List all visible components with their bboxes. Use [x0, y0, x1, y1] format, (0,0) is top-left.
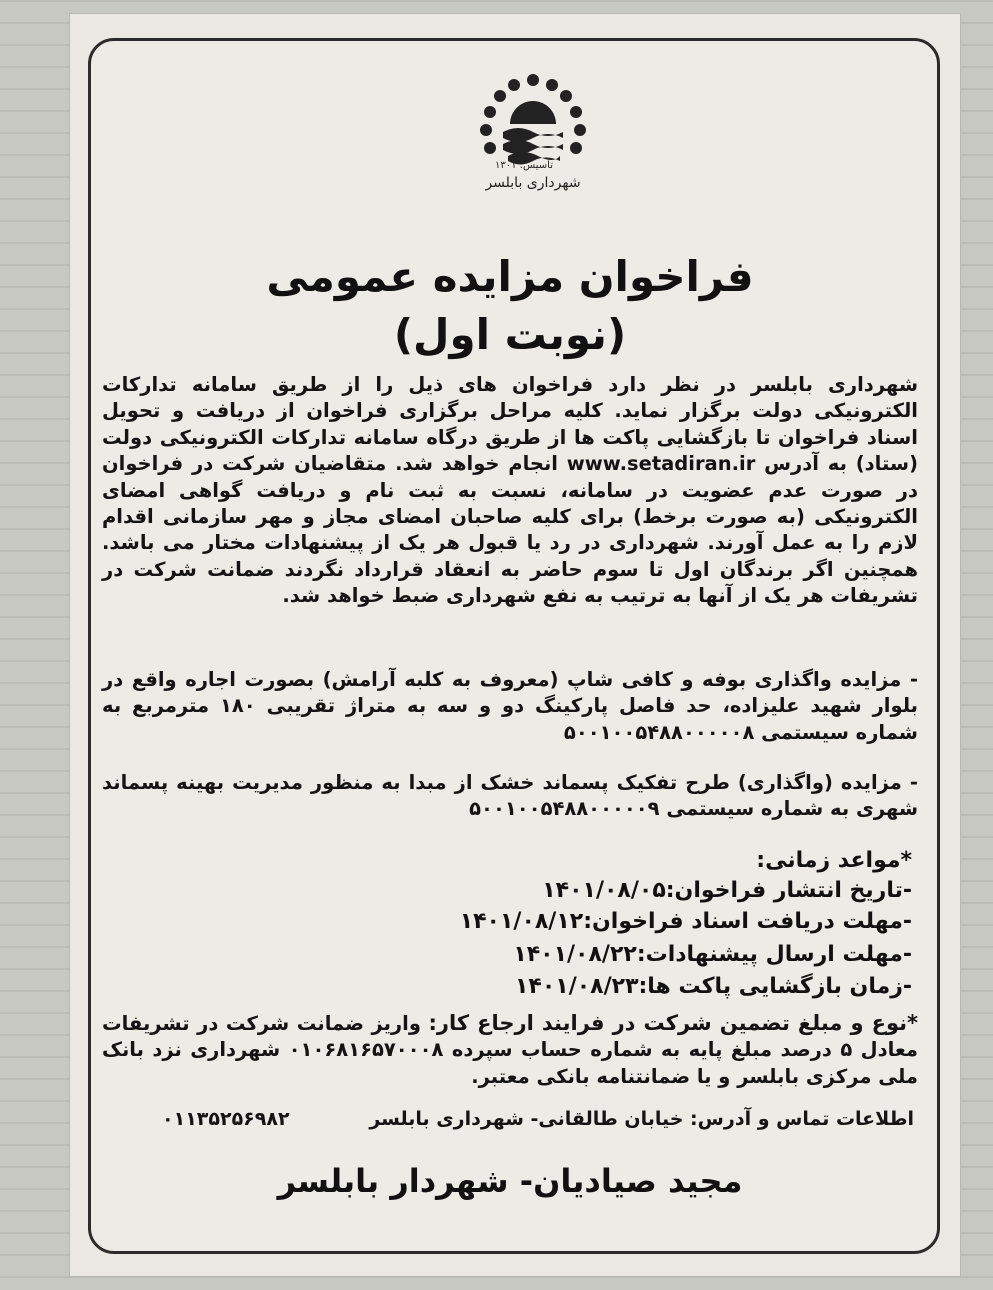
schedule-date: ۱۴۰۱/۰۸/۱۲: [459, 909, 584, 934]
schedule-date: ۱۴۰۱/۰۸/۰۵: [542, 878, 666, 903]
schedule-heading: *مواعد زمانی:: [756, 848, 912, 873]
schedule-row: [102, 940, 912, 970]
schedule-label: -زمان بازگشایی پاکت ها:: [638, 974, 912, 999]
page-title: فراخوان مزایده عمومی: [266, 252, 754, 301]
signature: مجید صیادیان- شهردار بابلسر: [277, 1162, 743, 1200]
logo-established: تاسیس: ۱۳۰۱: [495, 160, 554, 171]
contact-info: [102, 1108, 914, 1130]
schedule-label: -تاریخ انتشار فراخوان:: [665, 878, 912, 903]
schedule-row: [102, 907, 912, 937]
intro-paragraph: شهرداری بابلسر در نظر دارد فراخوان های ذیل را از طریق سامانه تدارکات الکترونیکی دولت برگزار نماید. کلیه مراحل برگزاری فراخوان از دریافت و تحویل اسناد فراخوان تا بازگشایی پاکت ها از طریق درگاه سامانه تدارکات الکترونیکی دولت (ستاد) به آدرس www.setadiran.ir انجام خواهد شد. متقاضیان شرکت در فراخوان در صورت عدم عضویت در سامانه، نسبت به ثبت نام و دریافت گواهی امضای الکترونیکی (به صورت برخط) برای کلیه صاحبان امضای مجاز و مهر سازمانی اقدام لازم را به عمل آورند. شهرداری در رد یا قبول هر یک از پیشنهادات مختار می باشد. همچنین اگر برندگان اول تا سوم حاضر به انعقاد قرارداد نگردند ضمانت شرکت در تشریفات هر یک از آنها به ترتیب به نفع شهرداری ضبط خواهد شد.: [102, 373, 918, 608]
schedule-label: -مهلت دریافت اسناد فراخوان:: [583, 909, 912, 934]
sun-waves-icon: [480, 74, 586, 165]
guarantee-text: واریز ضمانت شرکت در تشریفات معادل ۵ درصد مبلغ پایه به شماره حساب سپرده ۰۱۰۶۸۱۶۵۷۰۰۰۸ شهرداری نزد بانک ملی مرکزی بابلسر و یا ضمانتنامه بانکی معتبر.: [102, 1012, 918, 1088]
guarantee-heading: *نوع و مبلغ تضمین شرکت در فرایند ارجاع کار:: [428, 1011, 918, 1035]
schedule-date: ۱۴۰۱/۰۸/۲۲: [513, 942, 637, 967]
schedule-label: -مهلت ارسال پیشنهادات:: [636, 942, 912, 967]
schedule-date: ۱۴۰۱/۰۸/۲۳: [515, 974, 639, 999]
logo-name: شهرداری بابلسر: [485, 175, 581, 191]
contact-phone: ۰۱۱۳۵۲۵۶۹۸۲: [162, 1108, 290, 1130]
auction-item-2: - مزایده (واگذاری) طرح تفکیک پسماند خشک از مبدا به منظور مدیریت بهینه پسماند شهری به شماره سیستمی ۵۰۰۱۰۰۵۴۸۸۰۰۰۰۰۹: [102, 771, 918, 821]
schedule-row: [102, 876, 912, 906]
guarantee-section: [102, 1010, 918, 1090]
schedule-row: [102, 972, 912, 1002]
auction-item-1: - مزایده واگذاری بوفه و کافی شاپ (معروف به کلبه آرامش) بصورت اجاره واقع در بلوار شهید علیزاده، حد فاصل پارکینگ دو و سه به متراژ تقریبی ۱۸۰ مترمربع به شماره سیستمی ۵۰۰۱۰۰۵۴۸۸۰۰۰۰۰۸: [102, 668, 918, 744]
page-subtitle: (نوبت اول): [393, 310, 627, 359]
contact-address: اطلاعات تماس و آدرس: خیابان طالقانی- شهرداری بابلسر: [369, 1108, 914, 1130]
